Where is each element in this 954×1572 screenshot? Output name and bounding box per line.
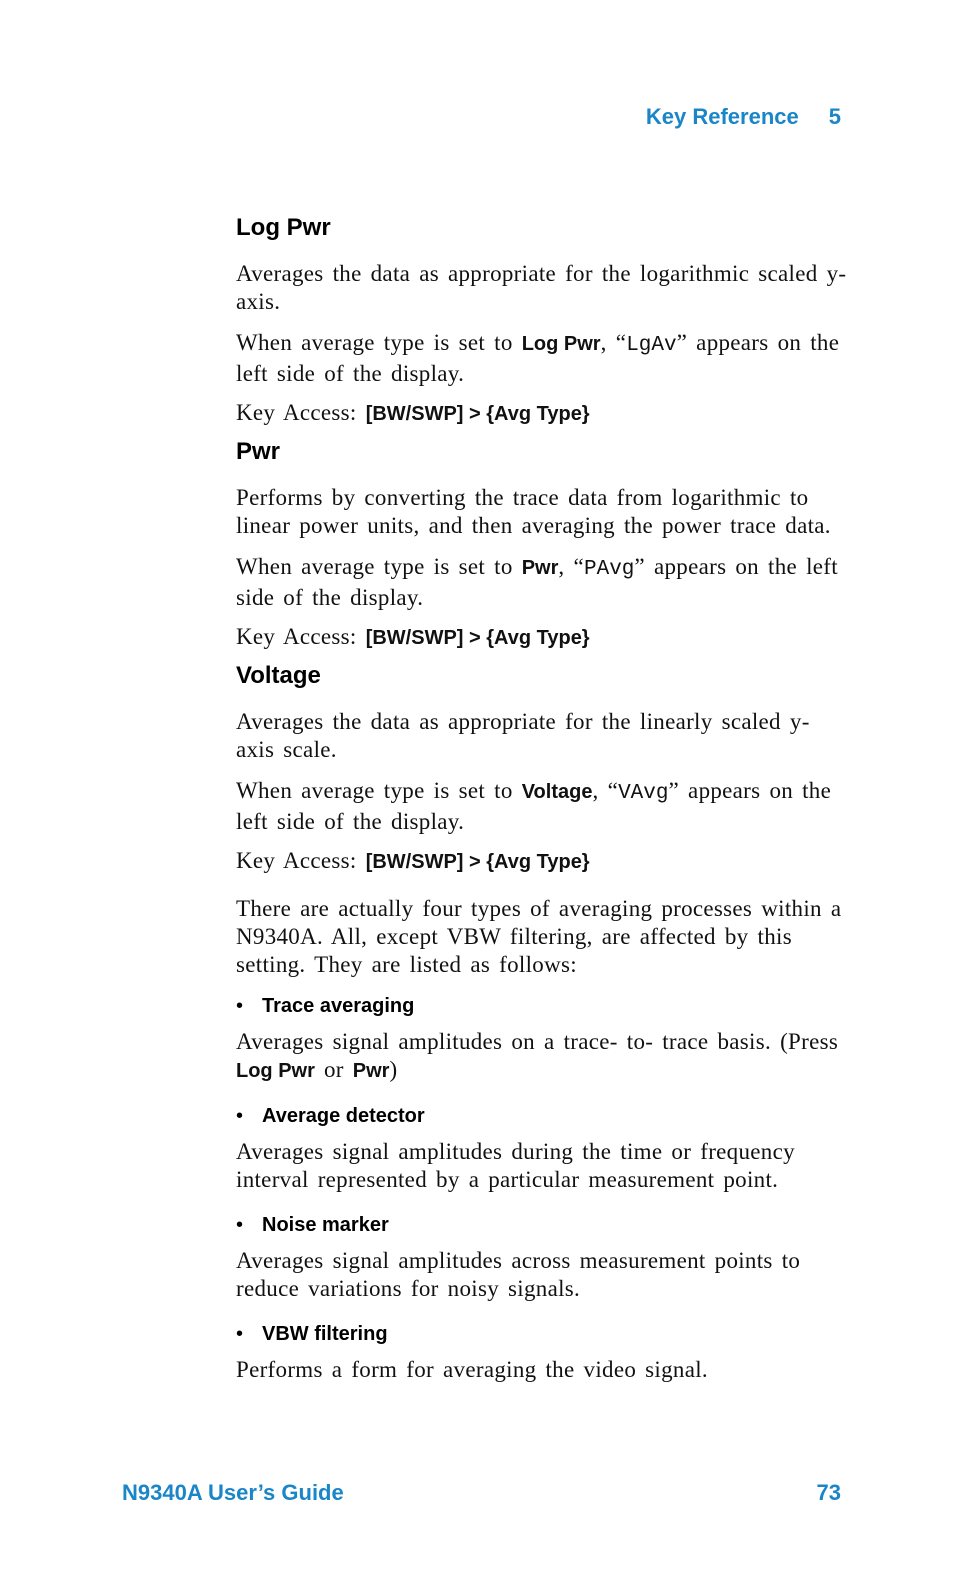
heading-pwr: Pwr <box>236 438 281 465</box>
display-code: LgAv <box>626 334 677 357</box>
text-fragment: Averages signal amplitudes on a trace- to- trace basis. (Press <box>236 1029 839 1054</box>
text-fragment: When average type is set to <box>236 554 522 579</box>
softkey-label: Log Pwr <box>236 1060 315 1082</box>
key-access-path: [BW/SWP] > {Avg Type} <box>365 851 590 873</box>
noise-marker-description: Averages signal amplitudes across measurement points to reduce variations for noisy signals. <box>236 1248 801 1301</box>
footer-page-number: 73 <box>816 1480 841 1505</box>
voltage-key-access <box>236 847 856 876</box>
text-fragment: ” appears on the left side of the display. <box>236 778 832 834</box>
heading-voltage: Voltage <box>236 662 321 689</box>
bullet-title: Average detector <box>262 1105 425 1127</box>
bullet-mark: • <box>236 1323 244 1345</box>
bullet-mark: • <box>236 1214 244 1236</box>
log-pwr-key-access <box>236 399 856 428</box>
text-fragment: When average type is set to <box>236 778 522 803</box>
text-fragment: , “ <box>558 554 584 579</box>
log-pwr-description: Averages the data as appropriate for the logarithmic scaled y- axis. <box>236 261 847 314</box>
text-fragment: ” appears on the left side of the display. <box>236 330 840 386</box>
key-access-path: [BW/SWP] > {Avg Type} <box>365 627 590 649</box>
bullet-mark: • <box>236 995 244 1017</box>
key-access-path: [BW/SWP] > {Avg Type} <box>365 403 590 425</box>
page-content <box>236 214 856 1384</box>
display-code: PAvg <box>584 558 635 581</box>
bullet-vbw-filtering <box>236 1323 856 1346</box>
key-access-label: Key Access: <box>236 848 366 873</box>
bullet-average-detector <box>236 1105 856 1128</box>
key-access-label: Key Access: <box>236 400 366 425</box>
bullet-mark: • <box>236 1105 244 1127</box>
footer-guide-title: N9340A User’s Guide <box>122 1480 344 1505</box>
bullet-trace-averaging <box>236 995 856 1018</box>
chapter-number: 5 <box>828 104 841 129</box>
text-fragment: ” appears on the left side of the display. <box>236 554 838 610</box>
pwr-description: Performs by converting the trace data from logarithmic to linear power units, and then averaging the power trace data. <box>236 485 831 538</box>
log-pwr-display-note <box>236 329 856 388</box>
text-fragment: , “ <box>600 330 627 355</box>
average-detector-description: Averages signal amplitudes during the time or frequency interval represented by a particular measurement point. <box>236 1139 795 1192</box>
bullet-title: Noise marker <box>262 1214 389 1236</box>
text-fragment: , “ <box>592 778 619 803</box>
running-header <box>646 104 841 130</box>
key-access-label: Key Access: <box>236 624 366 649</box>
text-fragment: or <box>314 1057 353 1082</box>
voltage-description: Averages the data as appropriate for the linearly scaled y- axis scale. <box>236 709 810 762</box>
softkey-label: Pwr <box>521 557 559 579</box>
display-code: VAvg <box>618 782 669 805</box>
softkey-label: Pwr <box>352 1060 390 1082</box>
text-fragment: ) <box>389 1057 398 1082</box>
section-title: Key Reference <box>645 104 799 129</box>
bullet-title: Trace averaging <box>262 995 415 1017</box>
trace-averaging-description <box>236 1028 856 1085</box>
pwr-key-access <box>236 623 856 652</box>
bullet-title: VBW filtering <box>262 1323 388 1345</box>
heading-log-pwr: Log Pwr <box>236 214 331 241</box>
pwr-display-note <box>236 553 856 612</box>
text-fragment: When average type is set to <box>236 330 522 355</box>
averaging-intro: There are actually four types of averaging processes within a N9340A. All, except VBW filtering, are affected by this setting. They are listed as follows: <box>236 896 842 977</box>
softkey-label: Voltage <box>521 781 593 803</box>
vbw-filtering-description: Performs a form for averaging the video signal. <box>236 1357 708 1382</box>
softkey-label: Log Pwr <box>521 333 601 355</box>
bullet-noise-marker <box>236 1214 856 1237</box>
voltage-display-note <box>236 777 856 836</box>
